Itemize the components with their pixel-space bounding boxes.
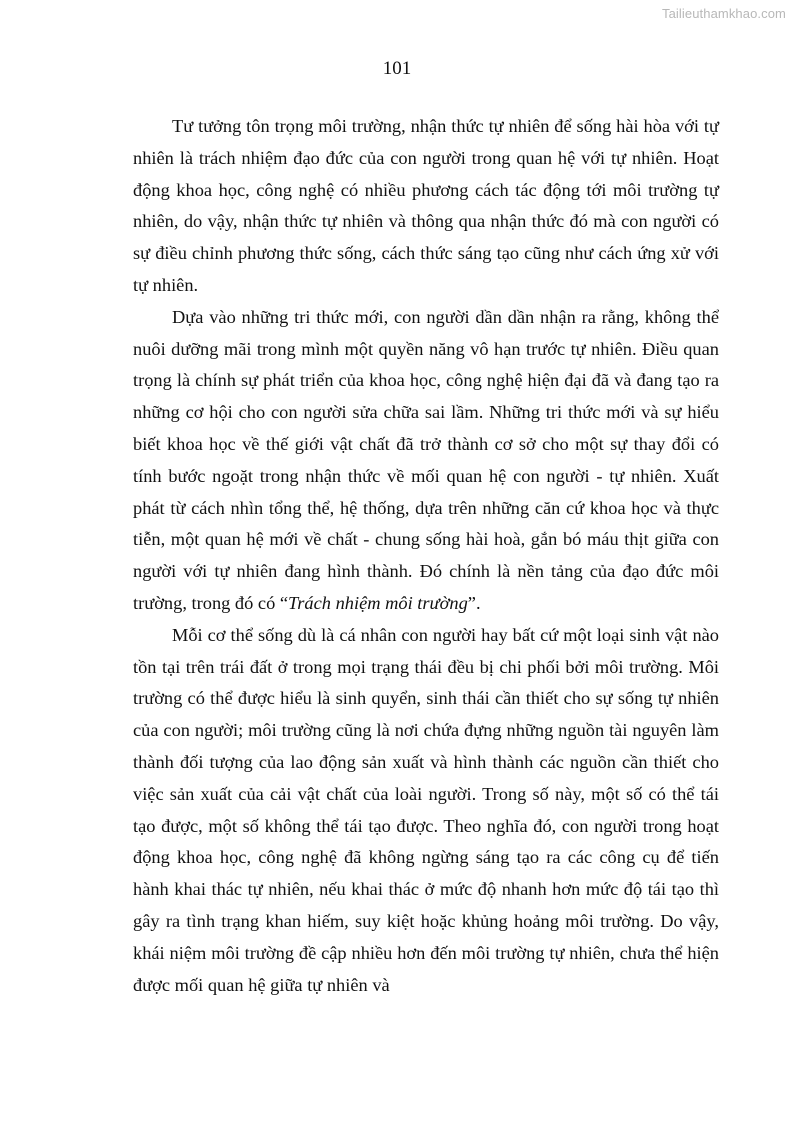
page-number: 101 <box>382 58 412 79</box>
paragraph-2-italic-term: Trách nhiệm môi trường <box>288 592 468 613</box>
paragraph-2-closing: ”. <box>467 592 481 613</box>
body-text <box>133 111 719 1001</box>
paragraph-2-text: Dựa vào những tri thức mới, con người dần dần nhận ra rằng, không thể nuôi dưỡng mãi trong mình một quyền năng vô hạn trước tự nhiên. Điều quan trọng là chính sự phát triển của khoa học, công nghệ hiện đại đã và đang tạo ra những cơ hội cho con người sửa chữa sai lầm. Những tri thức mới và sự hiểu biết khoa học về thế giới vật chất đã trở thành cơ sở cho một sự thay đổi có tính bước ngoặt trong nhận thức về mối quan hệ con người - tự nhiên. Xuất phát từ cách nhìn tổng thể, hệ thống, dựa trên những căn cứ khoa học và thực tiễn, một quan hệ mới về chất - chung sống hài hoà, gắn bó máu thịt giữa con người với tự nhiên đang hình thành. Đó chính là nền tảng của đạo đức môi trường, trong đó có “ <box>133 306 719 613</box>
paragraph-1: Tư tưởng tôn trọng môi trường, nhận thức tự nhiên để sống hài hòa với tự nhiên là trách nhiệm đạo đức của con người trong quan hệ với tự nhiên. Hoạt động khoa học, công nghệ có nhiều phương cách tác động tới môi trường tự nhiên, do vậy, nhận thức tự nhiên và thông qua nhận thức đó mà con người có sự điều chỉnh phương thức sống, cách thức sáng tạo cũng như cách ứng xử với tự nhiên. <box>133 116 719 295</box>
site-watermark: Tailieuthamkhao.com <box>661 6 786 21</box>
paragraph-3: Mỗi cơ thể sống dù là cá nhân con người hay bất cứ một loại sinh vật nào tồn tại trên trái đất ở trong mọi trạng thái đều bị chi phối bởi môi trường. Môi trường có thể được hiểu là sinh quyển, sinh thái cần thiết cho sự sống tự nhiên của con người; môi trường cũng là nơi chứa đựng những nguồn tài nguyên làm thành đối tượng của lao động sản xuất và hình thành các nguồn cần thiết cho việc sản xuất của cải vật chất của loài người. Trong số này, một số có thể tái tạo được, một số không thể tái tạo được. Theo nghĩa đó, con người trong hoạt động khoa học, công nghệ đã không ngừng sáng tạo ra các công cụ để tiến hành khai thác tự nhiên, nếu khai thác ở mức độ nhanh hơn mức độ tái tạo thì gây ra tình trạng khan hiếm, suy kiệt hoặc khủng hoảng môi trường. Do vậy, khái niệm môi trường đề cập nhiều hơn đến môi trường tự nhiên, chưa thể hiện được mối quan hệ giữa tự nhiên và <box>133 624 719 995</box>
paragraph-2 <box>133 302 719 620</box>
